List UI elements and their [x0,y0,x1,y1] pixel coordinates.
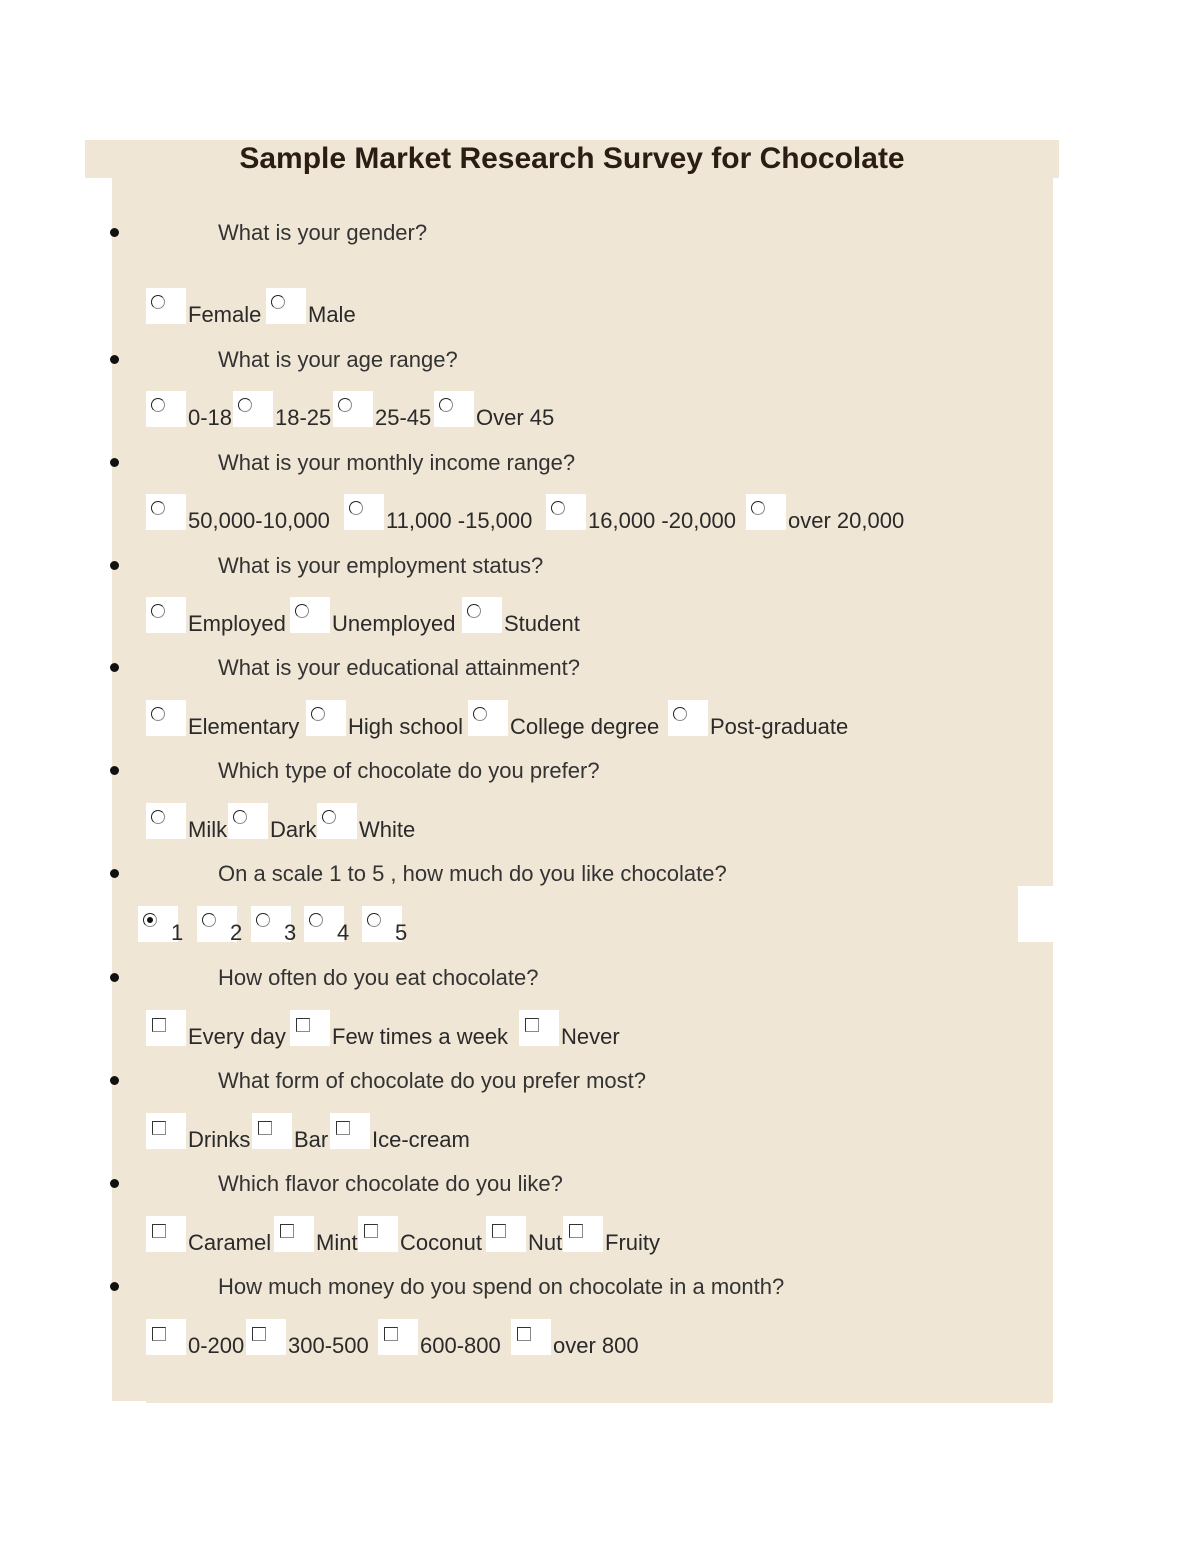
question-text: How much money do you spend on chocolate in a month? [218,1274,785,1299]
radio-button[interactable] [551,501,565,515]
question-text: Which flavor chocolate do you like? [218,1171,563,1196]
radio-button[interactable] [151,501,165,515]
radio-button[interactable] [271,295,285,309]
option-label: Elementary [188,714,300,739]
bullet-icon [110,766,119,775]
page-gap [1018,886,1054,942]
form-background-lower [146,1360,1053,1403]
option-label: Mint [316,1230,358,1255]
option-label: Male [308,302,356,327]
checkbox[interactable] [296,1018,310,1032]
radio-button[interactable] [311,707,325,721]
radio-button[interactable] [349,501,363,515]
option-label: Post-graduate [710,714,849,739]
option-label: 5 [395,920,408,945]
radio-button[interactable] [751,501,765,515]
radio-button[interactable] [256,913,270,927]
question-text: How often do you eat chocolate? [218,965,539,990]
checkbox[interactable] [258,1121,272,1135]
option-label: Employed [188,611,286,636]
radio-button[interactable] [473,707,487,721]
option-label: 4 [337,920,350,945]
checkbox[interactable] [384,1327,398,1341]
option-label: 16,000 -20,000 [588,508,737,533]
option-label: 11,000 -15,000 [386,508,533,533]
question-text: Which type of chocolate do you prefer? [218,758,600,783]
checkbox[interactable] [492,1224,506,1238]
checkbox[interactable] [152,1121,166,1135]
radio-button[interactable] [151,604,165,618]
checkbox[interactable] [252,1327,266,1341]
option-label: Unemployed [332,611,456,636]
radio-button[interactable] [467,604,481,618]
bullet-icon [110,1076,119,1085]
option-label: Fruity [605,1230,660,1255]
option-label: Ice-cream [372,1127,470,1152]
option-label: 3 [284,920,297,945]
checkbox[interactable] [152,1018,166,1032]
bullet-icon [110,1179,119,1188]
option-label: White [359,817,416,842]
option-label: 1 [171,920,184,945]
question-text: What form of chocolate do you prefer most? [218,1068,646,1093]
option-label: Dark [270,817,317,842]
option-label: Milk [188,817,228,842]
option-label: Every day [188,1024,286,1049]
option-label: 2 [230,920,243,945]
checkbox[interactable] [336,1121,350,1135]
question-text: What is your monthly income range? [218,450,576,475]
radio-button[interactable] [151,707,165,721]
option-label: Bar [294,1127,329,1152]
radio-button[interactable] [338,398,352,412]
question-text: What is your age range? [218,347,458,372]
option-label: Over 45 [476,405,555,430]
option-label: 50,000-10,000 [188,508,330,533]
option-label: Caramel [188,1230,272,1255]
radio-button[interactable] [439,398,453,412]
radio-button[interactable] [151,398,165,412]
option-label: Female [188,302,262,327]
option-label: 18-25 [275,405,332,430]
option-label: Never [561,1024,620,1049]
bullet-icon [110,869,119,878]
radio-button[interactable] [202,913,216,927]
question-text: On a scale 1 to 5 , how much do you like chocolate? [218,861,727,886]
radio-button[interactable] [151,810,165,824]
checkbox[interactable] [569,1224,583,1238]
option-label: Student [504,611,580,636]
option-label: Coconut [400,1230,482,1255]
option-label: 300-500 [288,1333,369,1358]
option-label: 0-200 [188,1333,245,1358]
option-label: Few times a week [332,1024,509,1049]
option-label: over 800 [553,1333,639,1358]
option-label: over 20,000 [788,508,905,533]
bullet-icon [110,663,119,672]
option-label: 25-45 [375,405,432,430]
bullet-icon [110,458,119,467]
radio-button[interactable] [238,398,252,412]
radio-button[interactable] [309,913,323,927]
option-label: College degree [510,714,660,739]
checkbox[interactable] [280,1224,294,1238]
option-label: 600-800 [420,1333,501,1358]
radio-button-checked[interactable] [143,913,157,927]
option-label: 0-18 [188,405,233,430]
checkbox[interactable] [364,1224,378,1238]
bullet-icon [110,973,119,982]
radio-button[interactable] [673,707,687,721]
radio-button[interactable] [233,810,247,824]
bullet-icon [110,1282,119,1291]
radio-button[interactable] [151,295,165,309]
checkbox[interactable] [152,1327,166,1341]
checkbox[interactable] [517,1327,531,1341]
question-text: What is your employment status? [218,553,544,578]
bullet-icon [110,561,119,570]
question-text: What is your gender? [218,220,428,245]
option-label: Nut [528,1230,563,1255]
checkbox[interactable] [525,1018,539,1032]
option-label: High school [348,714,463,739]
option-label: Drinks [188,1127,251,1152]
radio-button[interactable] [295,604,309,618]
bullet-icon [110,228,119,237]
page-title: Sample Market Research Survey for Chocolate [239,142,905,175]
question-text: What is your educational attainment? [218,655,580,680]
checkbox[interactable] [152,1224,166,1238]
radio-button[interactable] [367,913,381,927]
bullet-icon [110,355,119,364]
radio-button[interactable] [322,810,336,824]
